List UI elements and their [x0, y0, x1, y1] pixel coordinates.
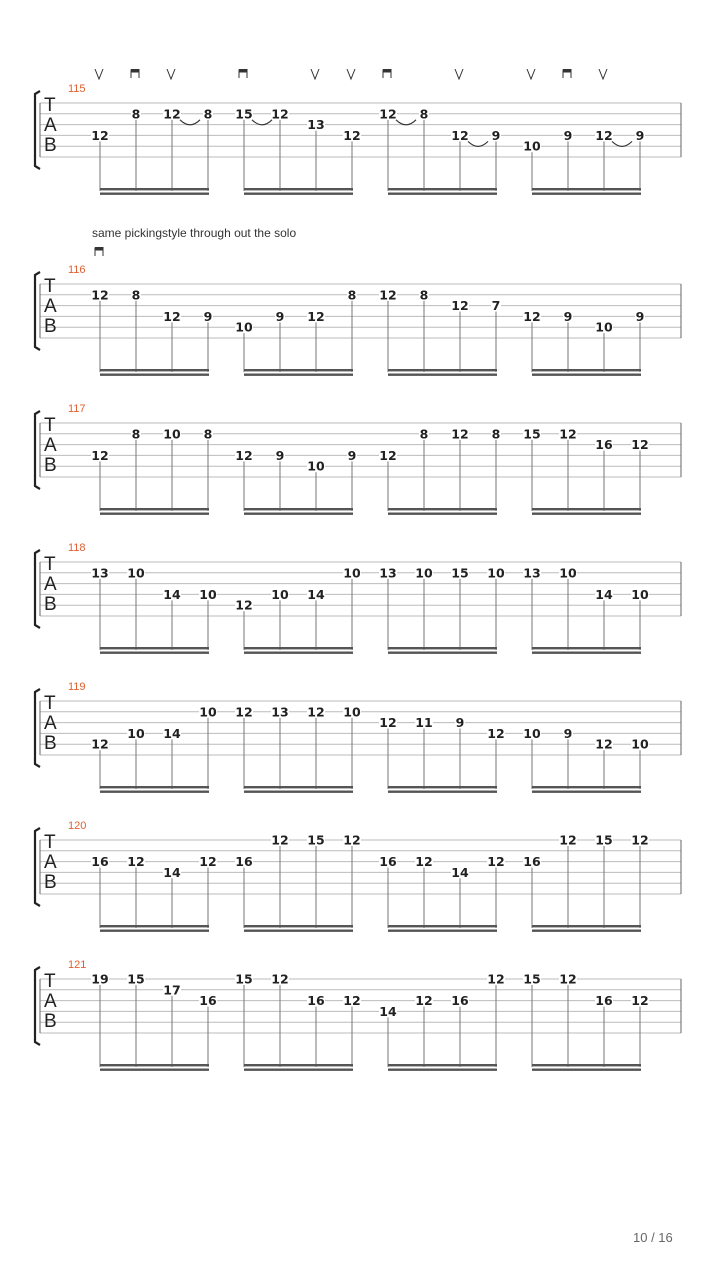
fret-number: 12: [487, 971, 505, 987]
downstroke-mark: [563, 69, 572, 73]
fret-number: 15: [235, 971, 253, 987]
beam: [532, 1069, 641, 1071]
beam: [244, 1069, 353, 1071]
beam: [388, 513, 497, 515]
fret-number: 10: [199, 586, 217, 602]
fret-number: 10: [343, 565, 361, 581]
measure-number: 119: [68, 681, 86, 693]
beam: [388, 1069, 497, 1071]
downstroke-mark: [383, 69, 392, 73]
beam: [388, 930, 497, 932]
downstroke-mark: [239, 69, 248, 73]
tab-clef-letter: T: [44, 95, 56, 116]
fret-number: 8: [203, 426, 213, 442]
beam: [244, 193, 353, 195]
beam: [100, 513, 209, 515]
fret-number: 8: [491, 426, 501, 442]
fret-number: 12: [631, 993, 649, 1009]
fret-number: 10: [343, 704, 361, 720]
beam: [244, 786, 353, 788]
slur: [612, 141, 632, 146]
measure-number: 120: [68, 820, 87, 832]
beam: [532, 369, 641, 371]
beam: [532, 786, 641, 788]
fret-number: 16: [451, 993, 469, 1009]
beam: [532, 791, 641, 793]
upstroke-mark: [347, 69, 355, 79]
system-bracket: [35, 828, 40, 906]
page-indicator: 10 / 16: [633, 1230, 673, 1245]
fret-number: 12: [271, 971, 289, 987]
fret-number: 14: [379, 1003, 397, 1019]
fret-number: 15: [523, 426, 541, 442]
system-bracket: [35, 411, 40, 489]
beam: [532, 508, 641, 510]
fret-number: 12: [235, 447, 253, 463]
beam: [244, 647, 353, 649]
fret-number: 10: [631, 736, 649, 752]
fret-number: 8: [347, 287, 357, 303]
fret-number: 12: [235, 704, 253, 720]
fret-number: 16: [523, 854, 541, 870]
tab-clef-letter: T: [44, 971, 56, 992]
tab-system: [35, 820, 681, 932]
fret-number: 15: [127, 971, 145, 987]
measure-number: 121: [68, 959, 87, 971]
tab-clef-letter: B: [44, 455, 57, 476]
fret-number: 9: [491, 127, 501, 143]
beam: [100, 369, 209, 371]
fret-number: 14: [163, 586, 181, 602]
upstroke-mark: [95, 69, 103, 79]
measure-number: 118: [68, 542, 86, 554]
upstroke-mark: [167, 69, 175, 79]
fret-number: 9: [635, 308, 645, 324]
fret-number: 12: [163, 308, 181, 324]
tab-clef-letter: T: [44, 415, 56, 436]
beam: [244, 369, 353, 371]
fret-number: 12: [379, 447, 397, 463]
fret-number: 12: [91, 447, 109, 463]
measure-number: 115: [68, 83, 86, 95]
fret-number: 10: [487, 565, 505, 581]
fret-number: 12: [379, 287, 397, 303]
fret-number: 12: [595, 736, 613, 752]
fret-number: 9: [635, 127, 645, 143]
system-bracket: [35, 272, 40, 350]
fret-number: 13: [307, 117, 325, 133]
fret-number: 12: [559, 832, 577, 848]
upstroke-mark: [527, 69, 535, 79]
beam: [388, 786, 497, 788]
fret-number: 12: [343, 832, 361, 848]
beam: [388, 508, 497, 510]
beam: [532, 374, 641, 376]
fret-number: 12: [451, 127, 469, 143]
fret-number: 13: [271, 704, 289, 720]
fret-number: 15: [451, 565, 469, 581]
system-bracket: [35, 91, 40, 169]
beam: [532, 193, 641, 195]
fret-number: 12: [235, 597, 253, 613]
fret-number: 9: [203, 308, 213, 324]
fret-number: 16: [595, 993, 613, 1009]
fret-number: 12: [307, 308, 325, 324]
beam: [244, 925, 353, 927]
upstroke-mark: [311, 69, 319, 79]
fret-number: 12: [91, 736, 109, 752]
beam: [100, 652, 209, 654]
fret-number: 12: [451, 298, 469, 314]
tab-clef-letter: A: [44, 991, 57, 1012]
fret-number: 9: [347, 447, 357, 463]
beam: [244, 652, 353, 654]
fret-number: 10: [127, 725, 145, 741]
fret-number: 10: [631, 586, 649, 602]
fret-number: 15: [307, 832, 325, 848]
tab-clef-letter: A: [44, 852, 57, 873]
beam: [100, 925, 209, 927]
tab-clef-letter: B: [44, 135, 57, 156]
fret-number: 10: [199, 704, 217, 720]
fret-number: 15: [595, 832, 613, 848]
fret-number: 12: [91, 127, 109, 143]
beam: [100, 193, 209, 195]
beam: [532, 188, 641, 190]
beam: [244, 513, 353, 515]
fret-number: 8: [419, 426, 429, 442]
beam: [532, 652, 641, 654]
fret-number: 10: [415, 565, 433, 581]
beam: [100, 1069, 209, 1071]
fret-number: 10: [595, 319, 613, 335]
fret-number: 13: [523, 565, 541, 581]
beam: [388, 652, 497, 654]
beam: [388, 925, 497, 927]
beam: [100, 374, 209, 376]
tab-system: [35, 959, 681, 1071]
fret-number: 12: [343, 127, 361, 143]
fret-number: 10: [163, 426, 181, 442]
fret-number: 12: [127, 854, 145, 870]
downstroke-mark: [95, 247, 104, 251]
slur: [396, 120, 416, 125]
beam: [532, 925, 641, 927]
system-bracket: [35, 550, 40, 628]
beam: [100, 930, 209, 932]
fret-number: 16: [91, 854, 109, 870]
fret-number: 10: [559, 565, 577, 581]
beam: [532, 930, 641, 932]
beam: [532, 513, 641, 515]
fret-number: 12: [307, 704, 325, 720]
fret-number: 8: [203, 106, 213, 122]
measure-number: 117: [68, 403, 86, 415]
tab-clef-letter: B: [44, 594, 57, 615]
fret-number: 12: [631, 437, 649, 453]
picking-annotation: same pickingstyle through out the solo: [92, 226, 297, 240]
fret-number: 12: [559, 971, 577, 987]
fret-number: 12: [199, 854, 217, 870]
beam: [532, 1064, 641, 1066]
fret-number: 16: [199, 993, 217, 1009]
fret-number: 10: [127, 565, 145, 581]
fret-number: 12: [343, 993, 361, 1009]
beam: [244, 374, 353, 376]
beam: [100, 508, 209, 510]
fret-number: 16: [379, 854, 397, 870]
slur: [252, 120, 272, 125]
tab-clef-letter: A: [44, 435, 57, 456]
fret-number: 14: [451, 864, 469, 880]
fret-number: 8: [131, 426, 141, 442]
fret-number: 12: [415, 993, 433, 1009]
beam: [244, 1064, 353, 1066]
fret-number: 12: [379, 106, 397, 122]
beam: [532, 647, 641, 649]
fret-number: 15: [523, 971, 541, 987]
tab-clef-letter: A: [44, 713, 57, 734]
fret-number: 12: [91, 287, 109, 303]
fret-number: 14: [163, 864, 181, 880]
fret-number: 8: [131, 287, 141, 303]
tab-system: [35, 403, 681, 515]
tab-clef-letter: T: [44, 276, 56, 297]
beam: [100, 1064, 209, 1066]
fret-number: 12: [415, 854, 433, 870]
tab-clef-letter: T: [44, 554, 56, 575]
beam: [244, 508, 353, 510]
tab-system: [35, 681, 681, 793]
fret-number: 10: [523, 725, 541, 741]
system-bracket: [35, 689, 40, 767]
beam: [388, 791, 497, 793]
beam: [388, 374, 497, 376]
beam: [100, 647, 209, 649]
slur: [468, 141, 488, 146]
fret-number: 13: [379, 565, 397, 581]
tab-system: [35, 69, 681, 195]
tab-clef-letter: B: [44, 316, 57, 337]
beam: [388, 1064, 497, 1066]
tab-system: [35, 542, 681, 654]
fret-number: 12: [271, 106, 289, 122]
tab-clef-letter: T: [44, 832, 56, 853]
fret-number: 11: [415, 715, 433, 731]
fret-number: 10: [523, 138, 541, 154]
fret-number: 16: [307, 993, 325, 1009]
beam: [244, 791, 353, 793]
fret-number: 9: [275, 308, 285, 324]
tab-clef-letter: A: [44, 115, 57, 136]
tab-clef-letter: A: [44, 574, 57, 595]
fret-number: 7: [491, 298, 501, 314]
fret-number: 16: [235, 854, 253, 870]
fret-number: 8: [419, 106, 429, 122]
fret-number: 14: [595, 586, 613, 602]
tab-clef-letter: B: [44, 733, 57, 754]
fret-number: 12: [451, 426, 469, 442]
tab-clef-letter: T: [44, 693, 56, 714]
fret-number: 9: [563, 308, 573, 324]
fret-number: 13: [91, 565, 109, 581]
fret-number: 9: [455, 715, 465, 731]
fret-number: 9: [275, 447, 285, 463]
upstroke-mark: [599, 69, 607, 79]
measure-number: 116: [68, 264, 86, 276]
beam: [388, 647, 497, 649]
fret-number: 12: [487, 854, 505, 870]
fret-number: 12: [271, 832, 289, 848]
beam: [244, 930, 353, 932]
beam: [388, 193, 497, 195]
beam: [100, 786, 209, 788]
fret-number: 12: [595, 127, 613, 143]
fret-number: 8: [131, 106, 141, 122]
tab-system: [35, 247, 681, 376]
beam: [388, 188, 497, 190]
fret-number: 10: [307, 458, 325, 474]
tab-clef-letter: A: [44, 296, 57, 317]
fret-number: 14: [307, 586, 325, 602]
beam: [244, 188, 353, 190]
fret-number: 16: [595, 437, 613, 453]
beam: [100, 791, 209, 793]
fret-number: 9: [563, 725, 573, 741]
fret-number: 9: [563, 127, 573, 143]
fret-number: 12: [163, 106, 181, 122]
fret-number: 12: [379, 715, 397, 731]
fret-number: 12: [559, 426, 577, 442]
beam: [388, 369, 497, 371]
fret-number: 12: [523, 308, 541, 324]
tab-clef-letter: B: [44, 1011, 57, 1032]
upstroke-mark: [455, 69, 463, 79]
fret-number: 19: [91, 971, 109, 987]
fret-number: 17: [163, 982, 181, 998]
tab-clef-letter: B: [44, 872, 57, 893]
fret-number: 12: [631, 832, 649, 848]
slur: [180, 120, 200, 125]
beam: [100, 188, 209, 190]
fret-number: 10: [271, 586, 289, 602]
fret-number: 12: [487, 725, 505, 741]
fret-number: 14: [163, 725, 181, 741]
fret-number: 8: [419, 287, 429, 303]
system-bracket: [35, 967, 40, 1045]
downstroke-mark: [131, 69, 140, 73]
fret-number: 15: [235, 106, 253, 122]
fret-number: 10: [235, 319, 253, 335]
